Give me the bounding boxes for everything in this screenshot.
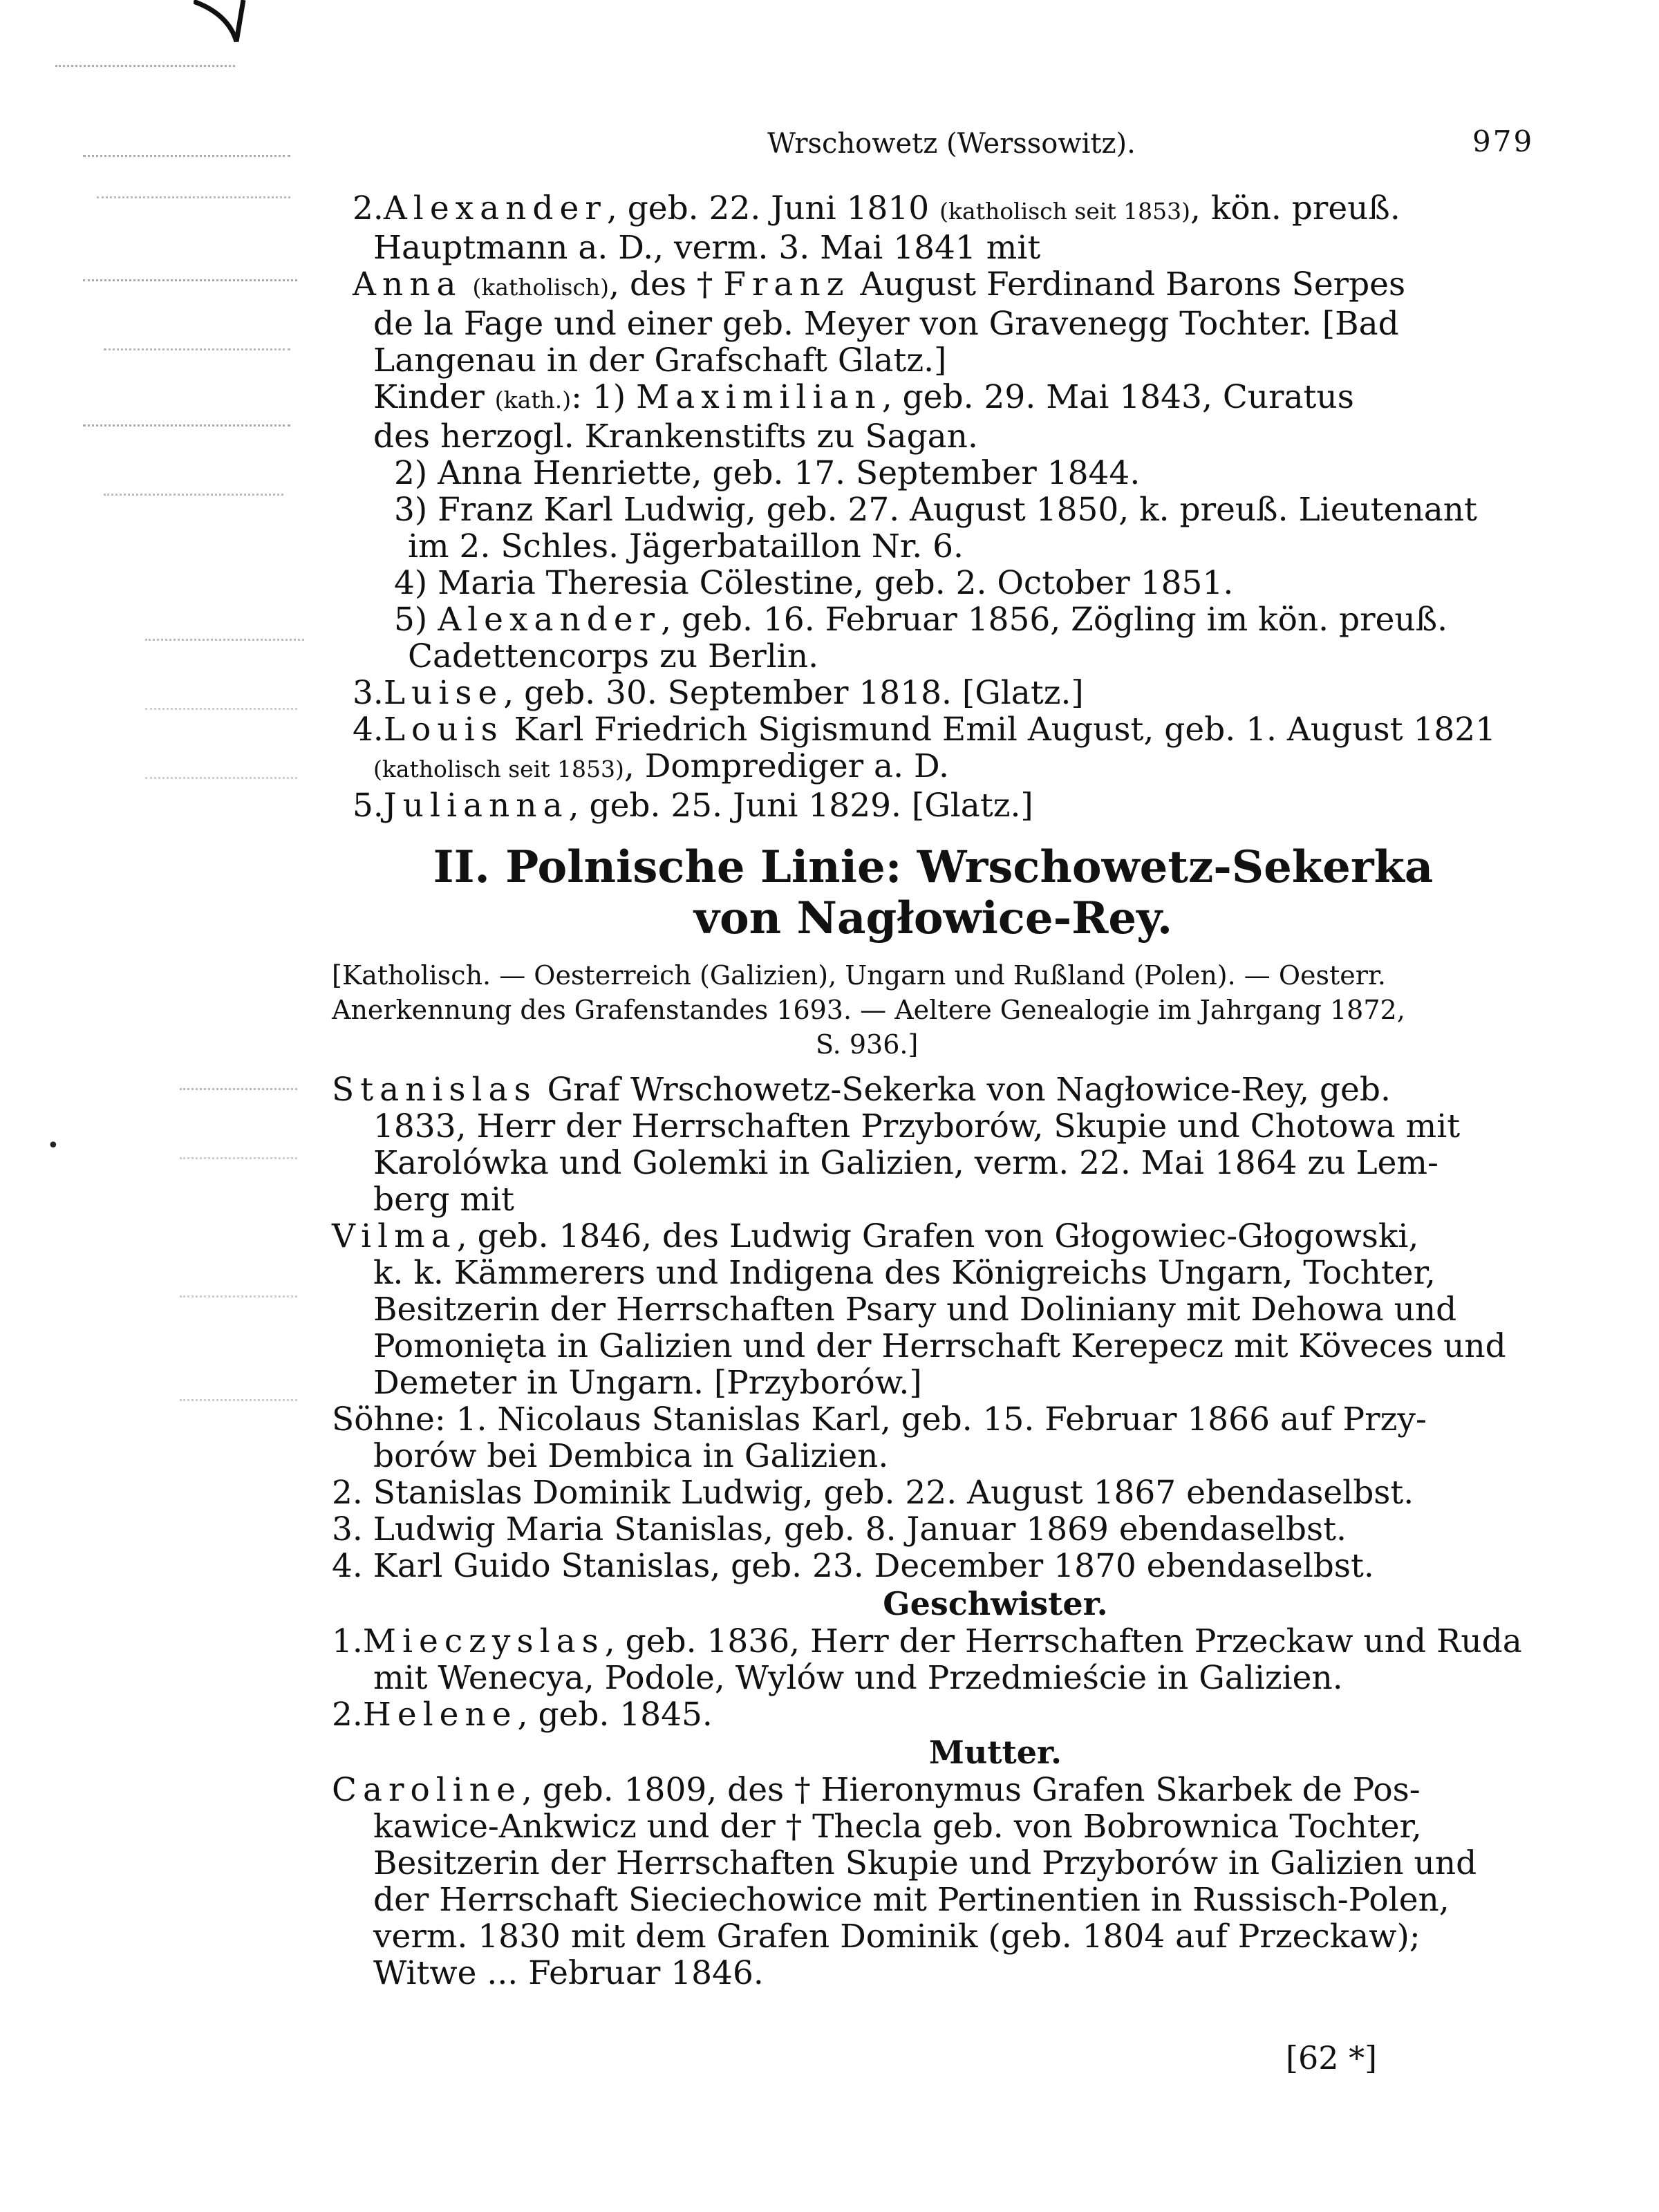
text-line: Cadettencorps zu Berlin. — [408, 637, 819, 675]
text-line: k. k. Kämmerers und Indigena des Königreichs Ungarn, Tochter, — [373, 1254, 1436, 1292]
bracket-note-line: Anerkennung des Grafenstandes 1693. — Aeltere Genealogie im Jahrgang 1872, — [332, 995, 1405, 1025]
text-line: Söhne: 1. Nicolaus Stanislas Karl, geb. 15. Februar 1866 auf Przy- — [332, 1400, 1427, 1438]
page-number: 979 — [1472, 124, 1535, 158]
text-line: Kinder (kath.): 1) Maximilian, geb. 29. Mai 1843, Curatus — [373, 378, 1354, 416]
text-line: Besitzerin der Herrschaften Skupie und Przyborów in Galizien und — [373, 1844, 1477, 1882]
section-heading-line-2: von Nagłowice-Rey. — [693, 892, 1173, 944]
text-line: 2.Helene, geb. 1845. — [332, 1696, 713, 1734]
text-line: Besitzerin der Herrschaften Psary und Doliniany mit Dehowa und — [373, 1291, 1457, 1329]
text-line: 5) Alexander, geb. 16. Februar 1856, Zögling im kön. preuß. — [394, 601, 1448, 639]
text-line: 4. Karl Guido Stanislas, geb. 23. December 1870 ebendaselbst. — [332, 1547, 1374, 1585]
text-line: 2. Stanislas Dominik Ludwig, geb. 22. August 1867 ebendaselbst. — [332, 1474, 1414, 1512]
text-line: (katholisch seit 1853), Domprediger a. D. — [373, 747, 949, 785]
bracket-note — [332, 958, 1535, 1062]
text-line: 3.Luise, geb. 30. September 1818. [Glatz.] — [353, 674, 1084, 712]
text-line: Witwe ... Februar 1846. — [373, 1954, 764, 1992]
text-line: 3. Ludwig Maria Stanislas, geb. 8. Januar 1869 ebendaselbst. — [332, 1510, 1347, 1548]
text-line: Demeter in Ungarn. [Przyborów.] — [373, 1364, 922, 1402]
entry-block-main — [332, 1071, 1535, 1584]
text-line: Langenau in der Grafschaft Glatz.] — [373, 341, 947, 379]
text-line: Hauptmann a. D., verm. 3. Mai 1841 mit — [373, 229, 1041, 267]
bleed-through-margin — [41, 41, 276, 1493]
text-line: Vilma, geb. 1846, des Ludwig Grafen von Głogowiec-Głogowski, — [332, 1217, 1419, 1255]
text-line: des herzogl. Krankenstifts zu Sagan. — [373, 418, 978, 456]
entry-block-top — [332, 190, 1535, 824]
text-line: 3) Franz Karl Ludwig, geb. 27. August 1850, k. preuß. Lieutenant — [394, 491, 1477, 529]
text-line: 1.Mieczyslas, geb. 1836, Herr der Herrschaften Przeckaw und Ruda — [332, 1622, 1522, 1660]
text-line: borów bei Dembica in Galizien. — [373, 1437, 889, 1475]
signature-mark: [62 *] — [1286, 2039, 1378, 2077]
text-line: Karolówka und Golemki in Galizien, verm. 22. Mai 1864 zu Lem- — [373, 1144, 1438, 1182]
entry-block-mother — [332, 1772, 1535, 1991]
margin-mark: • — [47, 1134, 59, 1158]
text-line: Stanislas Graf Wrschowetz-Sekerka von Nagłowice-Rey, geb. — [332, 1071, 1391, 1109]
text-line: 5.Julianna, geb. 25. Juni 1829. [Glatz.] — [353, 787, 1033, 825]
text-line: berg mit — [373, 1181, 514, 1219]
section-heading-line-1: II. Polnische Linie: Wrschowetz-Sekerka — [433, 841, 1434, 893]
bracket-note-line: S. 936.] — [816, 1029, 919, 1060]
text-line: Anna (katholisch), des † Franz August Ferdinand Barons Serpes — [353, 265, 1406, 303]
text-line: verm. 1830 mit dem Grafen Dominik (geb. 1804 auf Przeckaw); — [373, 1918, 1421, 1956]
subhead-siblings: Geschwister. — [883, 1585, 1108, 1622]
subhead-mother: Mutter. — [928, 1734, 1062, 1771]
running-head: Wrschowetz (Werssowitz). — [767, 128, 1136, 160]
text-line: kawice-Ankwicz und der † Thecla geb. von Bobrownica Tochter, — [373, 1808, 1422, 1846]
text-line: im 2. Schles. Jägerbataillon Nr. 6. — [408, 527, 964, 565]
text-line: 4.Louis Karl Friedrich Sigismund Emil August, geb. 1. August 1821 — [353, 711, 1497, 749]
entry-block-siblings — [332, 1623, 1535, 1733]
bracket-note-line: [Katholisch. — Oesterreich (Galizien), Ungarn und Rußland (Polen). — Oesterr. — [332, 960, 1387, 991]
text-line: 2) Anna Henriette, geb. 17. September 1844. — [394, 454, 1141, 492]
text-line: 2.Alexander, geb. 22. Juni 1810 (katholisch seit 1853), kön. preuß. — [353, 189, 1400, 227]
text-line: 4) Maria Theresia Cölestine, geb. 2. October 1851. — [394, 564, 1234, 602]
text-line: de la Fage und einer geb. Meyer von Gravenegg Tochter. [Bad — [373, 305, 1399, 343]
text-line: Caroline, geb. 1809, des † Hieronymus Grafen Skarbek de Pos- — [332, 1771, 1421, 1809]
text-line: 1833, Herr der Herrschaften Przyborów, Skupie und Chotowa mit — [373, 1107, 1461, 1145]
text-line: der Herrschaft Sieciechowice mit Pertinentien in Russisch-Polen, — [373, 1881, 1450, 1919]
page-body — [332, 190, 1535, 1991]
text-line: Pomonięta in Galizien und der Herrschaft Kerepecz mit Köveces und — [373, 1327, 1506, 1365]
text-line: mit Wenecya, Podole, Wylów und Przedmieście in Galizien. — [373, 1659, 1343, 1697]
